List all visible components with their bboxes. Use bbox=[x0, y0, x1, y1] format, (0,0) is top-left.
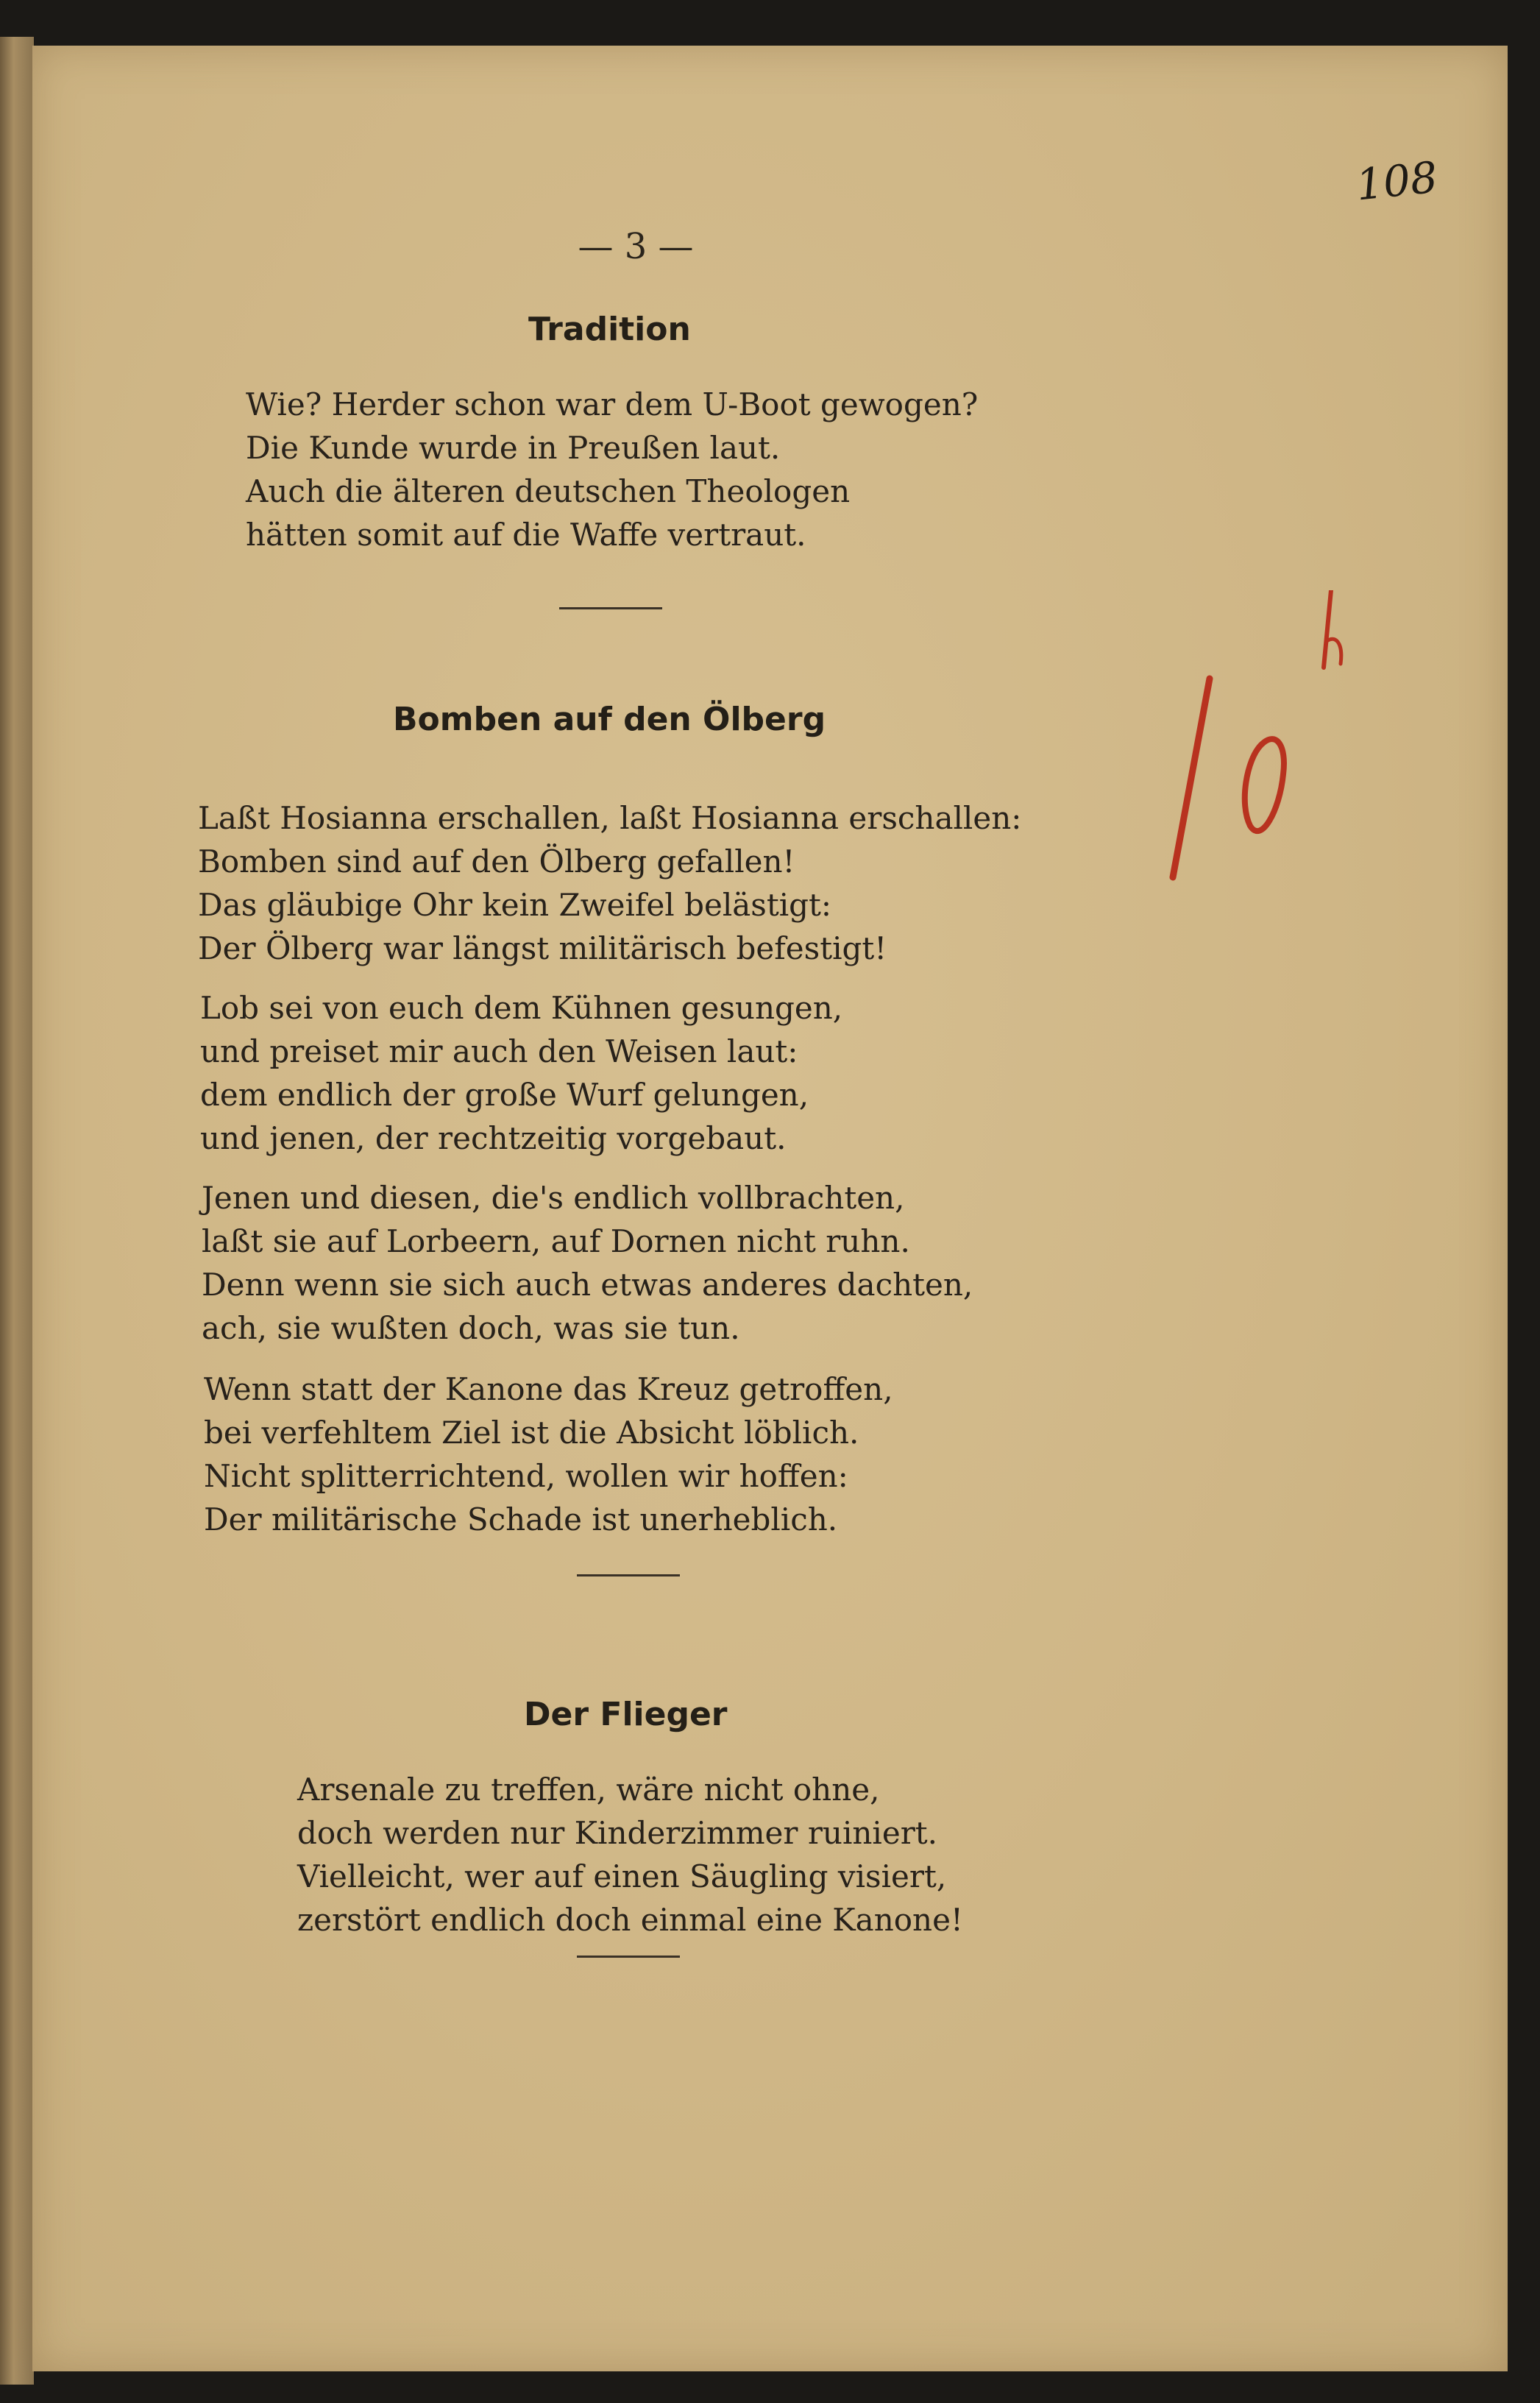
poem-tradition-stanza-1 bbox=[246, 383, 978, 556]
poem-title-flieger: Der Flieger bbox=[524, 1696, 728, 1733]
book-spine bbox=[0, 37, 34, 2385]
verse-line: dem endlich der große Wurf gelungen, bbox=[200, 1077, 809, 1113]
verse-line: Vielleicht, wer auf einen Säugling visiert, bbox=[297, 1858, 947, 1894]
verse-line: laßt sie auf Lorbeern, auf Dornen nicht ruhn. bbox=[202, 1223, 910, 1259]
verse-line: und jenen, der rechtzeitig vorgebaut. bbox=[200, 1120, 787, 1156]
page-number: — 3 — bbox=[578, 226, 694, 267]
poem-flieger-stanza-1 bbox=[297, 1768, 963, 1942]
verse-line: und preiset mir auch den Weisen laut: bbox=[200, 1033, 798, 1069]
section-divider bbox=[577, 1574, 680, 1576]
verse-line: Das gläubige Ohr kein Zweifel belästigt: bbox=[198, 887, 832, 923]
verse-line: bei verfehltem Ziel ist die Absicht löblich. bbox=[204, 1415, 859, 1451]
poem-bomben-stanza-4 bbox=[204, 1367, 893, 1541]
verse-line: zerstört endlich doch einmal eine Kanone! bbox=[297, 1902, 963, 1938]
verse-line: Laßt Hosianna erschallen, laßt Hosianna erschallen: bbox=[198, 800, 1022, 836]
section-divider bbox=[559, 607, 662, 609]
verse-line: Nicht splitterrichtend, wollen wir hoffen: bbox=[204, 1458, 848, 1494]
section-divider bbox=[577, 1956, 680, 1958]
poem-bomben-stanza-1 bbox=[198, 796, 1021, 970]
poem-title-tradition: Tradition bbox=[528, 311, 691, 348]
verse-line: Arsenale zu treffen, wäre nicht ohne, bbox=[297, 1772, 880, 1808]
verse-line: Lob sei von euch dem Kühnen gesungen, bbox=[200, 990, 843, 1026]
verse-line: hätten somit auf die Waffe vertraut. bbox=[246, 517, 806, 553]
poem-bomben-stanza-2 bbox=[200, 986, 842, 1160]
red-pencil-mark bbox=[1158, 590, 1379, 885]
page-sheet bbox=[32, 46, 1508, 2371]
verse-line: Wie? Herder schon war dem U-Boot gewogen? bbox=[246, 386, 979, 422]
verse-line: Wenn statt der Kanone das Kreuz getroffen, bbox=[204, 1371, 893, 1407]
red-mark-text: 10 bbox=[1158, 590, 1159, 591]
verse-line: Jenen und diesen, die's endlich vollbrachten, bbox=[202, 1180, 905, 1216]
verse-line: ach, sie wußten doch, was sie tun. bbox=[202, 1310, 740, 1346]
verse-line: doch werden nur Kinderzimmer ruiniert. bbox=[297, 1815, 938, 1851]
verse-line: Denn wenn sie sich auch etwas anderes dachten, bbox=[202, 1267, 973, 1303]
verse-line: Der militärische Schade ist unerheblich. bbox=[204, 1501, 838, 1537]
poem-bomben-stanza-3 bbox=[202, 1176, 973, 1350]
verse-line: Die Kunde wurde in Preußen laut. bbox=[246, 430, 781, 466]
verse-line: Der Ölberg war längst militärisch befestigt! bbox=[198, 930, 887, 966]
poem-title-bomben: Bomben auf den Ölberg bbox=[393, 701, 826, 738]
verse-line: Bomben sind auf den Ölberg gefallen! bbox=[198, 843, 795, 880]
folio-number: 108 bbox=[1354, 152, 1441, 210]
verse-line: Auch die älteren deutschen Theologen bbox=[246, 473, 851, 509]
